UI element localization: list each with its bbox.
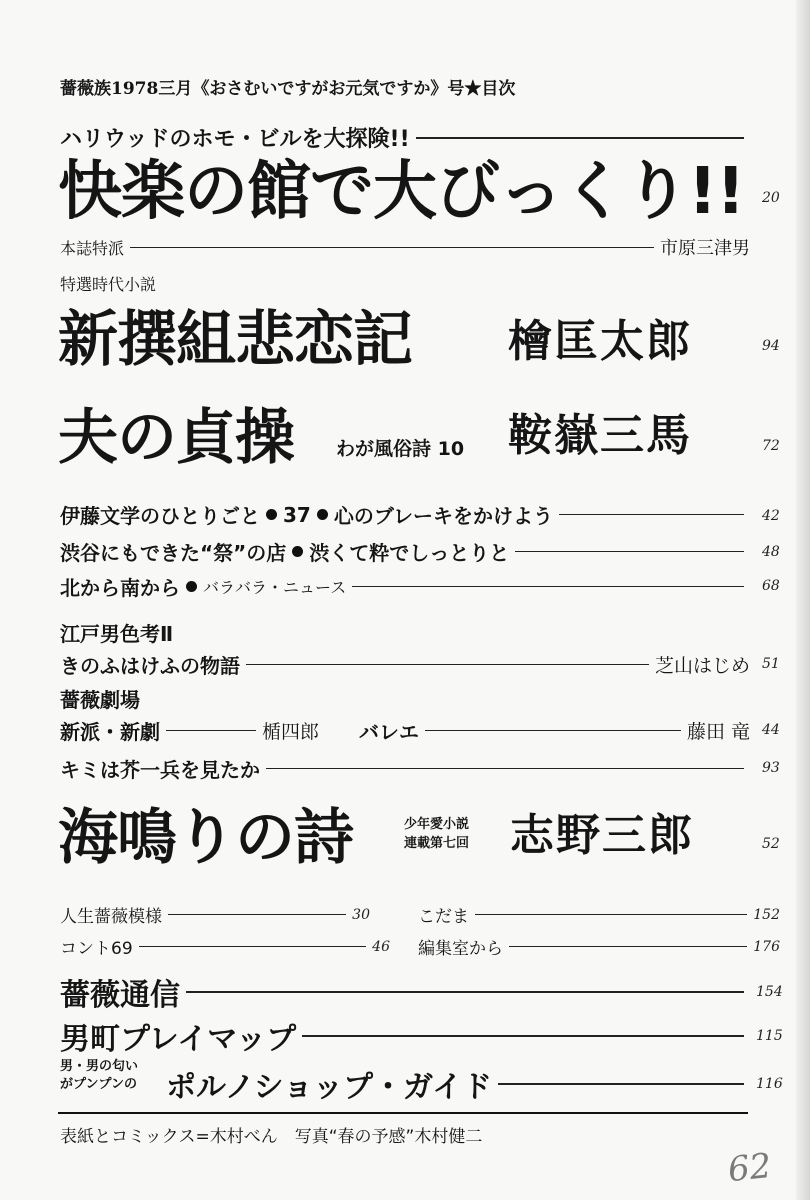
bottom-label: 男町プレイマップ [60,1022,297,1057]
issue-header: 薔薇族1978三月《おさむいですがお元気ですか》号★目次 [60,79,516,99]
column-page: 48 [762,544,780,560]
misc-page: 46 [372,938,390,955]
column-c: バラバラ・ニュース [203,578,347,597]
handwritten-page-number: 62 [726,1145,774,1191]
feature4-serial: 連載第七回 [404,836,470,851]
leader-line [130,247,654,248]
leader-line [352,586,744,587]
feature1-kicker-row [60,122,750,153]
theater-item1: 新派・新劇 [60,720,160,744]
leader-line [168,914,346,915]
bottom-row [60,970,750,1014]
edo-series: 江戸男色考Ⅱ [60,622,174,646]
kimi-page: 93 [762,760,780,776]
porno-title: ポルノショップ・ガイド [166,1070,493,1105]
credits: 表紙とコミックス=木村べん 写真“春の予感”木村健二 [60,1127,483,1147]
bullet-icon [266,509,277,520]
bottom-page: 115 [756,1028,783,1044]
feature2-page: 94 [762,338,780,354]
feature1-page: 20 [762,190,780,206]
column-a: 渋谷にもできた“祭”の店 [60,541,287,565]
column-row-1 [60,500,750,529]
theater-row [60,716,750,745]
bottom-row [60,1014,750,1058]
page-edge [796,0,810,1200]
feature4-author: 志野三郎 [510,810,694,861]
feature1-author: 市原三津男 [660,238,750,259]
misc-row [60,902,370,927]
porno-pre2: がプンプンの [60,1077,137,1092]
leader-line [266,768,744,769]
leader-line [425,730,681,731]
bullet-icon [292,546,303,557]
porno-page: 116 [756,1076,783,1092]
feature3-author: 鞍嶽三馬 [508,410,692,461]
leader-line [509,946,747,947]
theater-item2: バレエ [359,720,420,744]
edo-row [60,650,750,679]
leader-line [166,730,256,731]
feature1-kicker: ハリウッドのホモ・ビルを大探険!! [60,127,410,152]
feature1-title: 快楽の館で大びっくり!! [58,155,745,229]
misc-page: 152 [753,906,780,923]
misc-row [60,934,390,959]
column-page: 42 [762,508,780,524]
edo-title: きのふはけふの物語 [60,654,240,678]
kimi-title: キミは芥一兵を見たか [60,758,260,782]
misc-label: 人生薔薇模様 [60,907,162,927]
leader-line [416,137,744,139]
theater-author2: 藤田 竜 [686,721,750,743]
column-a: 伊藤文学のひとりごと [60,504,260,528]
leader-line [186,991,744,993]
feature2-author: 檜匡太郎 [508,316,692,367]
misc-row [418,902,780,927]
feature4-genre: 少年愛小説 [404,817,470,832]
column-a: 北から南から [60,576,180,600]
feature3-title: 夫の貞操 [58,403,294,473]
misc-label: 編集室から [418,939,503,959]
leader-line [515,551,744,552]
theater-page: 44 [762,722,780,738]
porno-pre1: 男・男の匂い [60,1059,139,1074]
column-row-2 [60,537,750,566]
feature1-sub: 本誌特派 [60,238,125,258]
bullet-icon [186,581,197,592]
bullet-icon [317,509,328,520]
column-number: 37 [283,502,311,527]
misc-page: 30 [352,906,370,923]
leader-line [498,1083,744,1085]
feature4-title: 海鳴りの詩 [58,803,353,873]
column-page: 68 [762,578,780,594]
misc-page: 176 [753,938,780,955]
misc-row [418,934,780,959]
misc-label: こだま [418,907,469,927]
divider [58,1112,748,1114]
feature2-title: 新撰組悲恋記 [58,305,412,375]
leader-line [139,946,367,947]
leader-line [475,914,747,915]
kimi-row [60,754,750,783]
column-row-3 [60,572,750,601]
column-c: 渋くて粋でしっとりと [309,541,510,565]
theater-author1: 楯四郎 [262,721,320,743]
misc-label: コント69 [60,939,133,959]
feature2-kicker: 特選時代小説 [60,275,157,294]
bottom-page: 154 [756,984,783,1000]
leader-line [559,514,744,515]
feature3-series: わが風俗詩 10 [336,438,465,460]
edo-author: 芝山はじめ [654,655,750,677]
edo-page: 51 [762,656,780,672]
leader-line [246,664,649,665]
porno-row [166,1062,750,1106]
column-c: 心のブレーキをかけよう [333,504,554,528]
feature1-byline-row [60,234,750,260]
bottom-label: 薔薇通信 [60,978,180,1013]
feature4-page: 52 [762,836,780,852]
feature3-page: 72 [762,438,780,454]
theater-label: 薔薇劇場 [60,688,140,712]
leader-line [302,1035,744,1037]
